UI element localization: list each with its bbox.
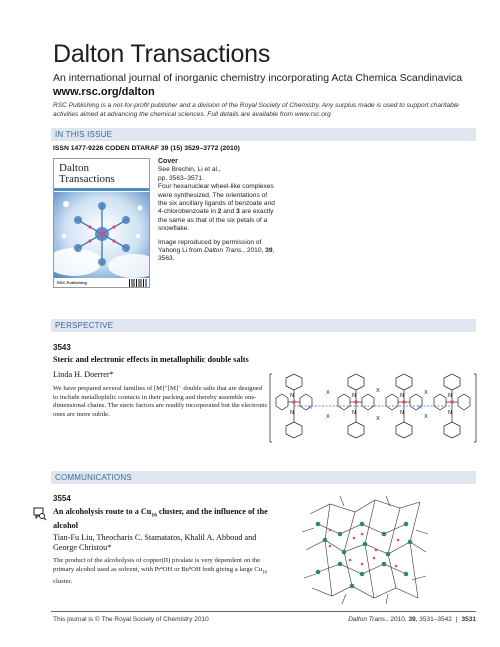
communications-label: COMMUNICATIONS [55, 473, 132, 482]
svg-text:X: X [326, 414, 330, 420]
svg-text:N: N [448, 410, 453, 416]
cover-mini-title-line2: Transactions [59, 173, 115, 185]
communications-authors: Tian-Fu Liu, Theocharis C. Stamatatos, Khalil A. Abboud and George Christou* [53, 533, 257, 552]
perspective-band [51, 319, 476, 332]
perspective-page-number[interactable]: 3543 [53, 343, 71, 352]
footer-rule [51, 611, 476, 612]
svg-text:N: N [352, 393, 357, 399]
svg-text:N: N [290, 410, 295, 416]
svg-text:N: N [400, 410, 405, 416]
cover-pages: pp. 3563–3571. [158, 174, 204, 182]
cover-caption [158, 158, 278, 269]
footer-citation: Dalton Trans., 2010, 39, 3531–3542 | 3531 [348, 616, 476, 623]
svg-text:N: N [400, 393, 405, 399]
footer-page-number: 3531 [461, 616, 476, 623]
publisher-note: RSC Publishing is a not-for-profit publisher and a division of the Royal Society of Chemistry. Any surplus made is used to support charitable activities aimed at advancing the chemical sciences. Full details are available from www.rsc.org [53, 102, 459, 118]
communications-page-number[interactable]: 3554 [53, 494, 71, 503]
cover-heading: Cover [158, 158, 178, 165]
communications-title[interactable]: An alcoholysis route to a $Cu_{16}$ cluster, and the influence of the alcohol [53, 507, 268, 530]
journal-title: Dalton Transactions [53, 40, 271, 68]
magnifier-icon[interactable] [33, 507, 47, 521]
cover-mini-title-line1: Dalton [59, 162, 89, 174]
svg-text:X: X [376, 416, 380, 422]
cover-mini-title [59, 163, 115, 185]
in-this-issue-band [51, 128, 476, 141]
svg-text:M: M [418, 406, 422, 411]
cu16-cluster-figure [300, 494, 430, 606]
cover-strip [54, 188, 150, 191]
footer-copyright: This journal is © The Royal Society of Chemistry 2010 [53, 616, 209, 623]
cover-see: See Brechin, Li et al., [158, 166, 221, 174]
svg-text:M: M [308, 406, 312, 411]
perspective-abstract: We have prepared several families of [M]⁺[M]⁻ double salts that are designed to include metallophilic contacts in their packing and thereby assemble one-dimensional chains. The steric factors are readily incorporated but the electronic ones are more subtle. [53, 385, 268, 418]
svg-text:X: X [424, 390, 428, 396]
cover-description: Four hexanuclear wheel-like complexes were synthesized. The orientations of the six ancillary ligands of benzoate and 4-chlorobenzoate in 2 and 3 are exactly the same as that of the six petals of a snowflake. [158, 183, 275, 233]
barcode-icon [129, 279, 147, 287]
perspective-title[interactable]: Steric and electronic effects in metallophilic double salts [53, 355, 249, 364]
perspective-label: PERSPECTIVE [55, 321, 114, 330]
cover-publisher-mark: RSC Publishing [57, 280, 87, 285]
cover-credit: Image reproduced by permission of Yahong Li from Dalton Trans., 2010, 39, 3563. [158, 238, 275, 263]
issn-line: ISSN 1477-9226 CODEN DTARAF 39 (15) 3529–3772 (2010) [53, 145, 240, 152]
snowflake-cover-art [54, 192, 150, 278]
svg-text:N: N [352, 410, 357, 416]
svg-text:X: X [326, 390, 330, 396]
communications-abstract: The product of the alcoholysis of copper(II) pivalate is very dependent on the primary alcohol used as solvent, with PrⁿOH or BuⁿOH both giving a large $Cu_{16}$ cluster. [53, 557, 267, 585]
double-salt-chain-figure [268, 368, 478, 448]
in-this-issue-label: IN THIS ISSUE [55, 130, 113, 139]
journal-url[interactable]: www.rsc.org/dalton [53, 86, 155, 98]
journal-subtitle: An international journal of inorganic chemistry incorporating Acta Chemica Scandinavica [53, 72, 463, 84]
cover-footer [54, 278, 150, 288]
svg-text:N: N [448, 393, 453, 399]
cover-image[interactable] [53, 158, 150, 288]
svg-text:N: N [290, 393, 295, 399]
perspective-authors: Linda H. Doerrer* [53, 370, 114, 379]
svg-text:X: X [424, 414, 428, 420]
svg-text:X: X [376, 388, 380, 394]
